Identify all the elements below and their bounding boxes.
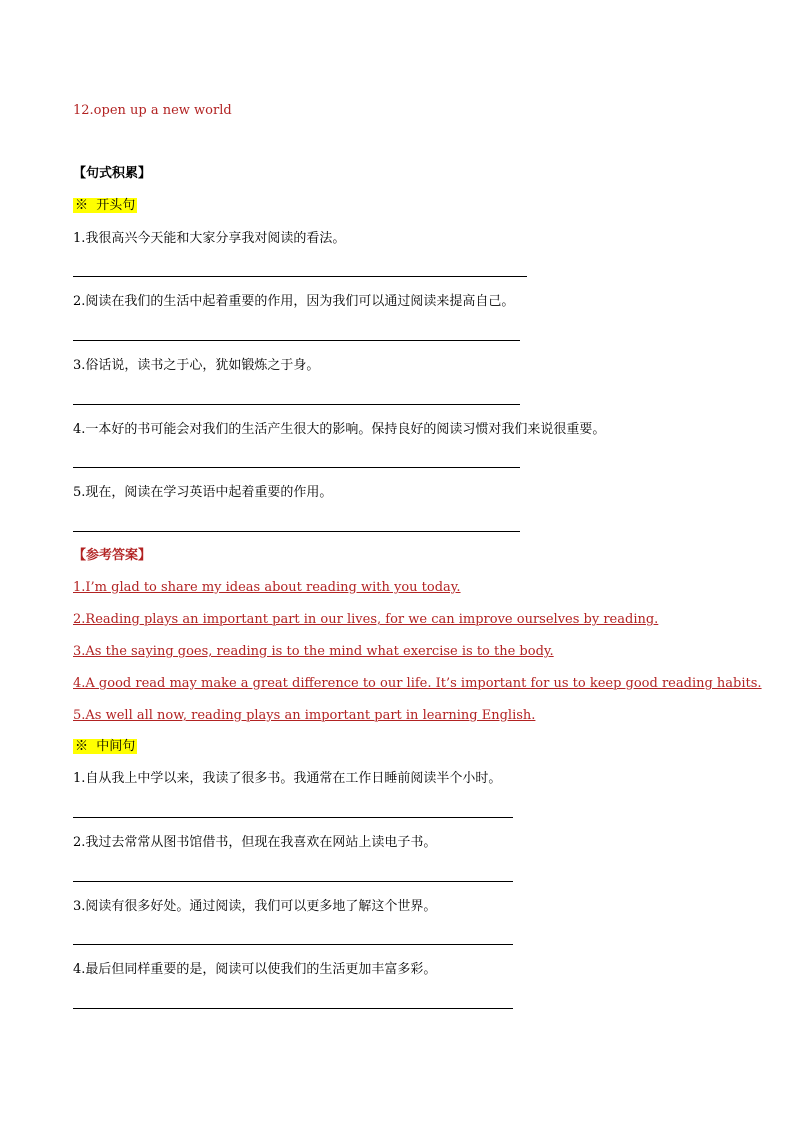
middle-heading-highlight — [73, 739, 137, 754]
opening-question-4: 4.一本好的书可能会对我们的生活产生很大的影响。保持良好的阅读习惯对我们来说很重要。 — [73, 422, 606, 437]
reference-mark-icon: ※ — [75, 198, 89, 213]
reference-mark-icon: ※ — [75, 739, 89, 754]
opening-question-1: 1.我很高兴今天能和大家分享我对阅读的看法。 — [73, 231, 346, 246]
answer-blank-middle-2[interactable] — [73, 881, 513, 882]
answer-3: 3.As the saying goes, reading is to the mind what exercise is to the body. — [73, 644, 554, 659]
opening-heading-label: 开头句 — [96, 198, 136, 213]
answer-blank-opening-4[interactable] — [73, 467, 520, 468]
answer-blank-middle-1[interactable] — [73, 817, 513, 818]
opening-heading-highlight — [73, 198, 137, 213]
opening-question-3: 3.俗话说，读书之于心，犹如锻炼之于身。 — [73, 358, 320, 373]
answers-title: 【参考答案】 — [73, 548, 152, 563]
answer-blank-opening-2[interactable] — [73, 340, 520, 341]
answer-1: 1.I’m glad to share my ideas about reading with you today. — [73, 580, 461, 595]
answer-5: 5.As well all now, reading plays an important part in learning English. — [73, 708, 536, 723]
middle-question-4: 4.最后但同样重要的是，阅读可以使我们的生活更加丰富多彩。 — [73, 962, 437, 977]
answer-blank-opening-3[interactable] — [73, 404, 520, 405]
middle-question-1: 1.自从我上中学以来，我读了很多书。我通常在工作日睡前阅读半个小时。 — [73, 771, 502, 786]
answer-4: 4.A good read may make a great difference to our life. It’s important for us to keep good reading habits. — [73, 676, 762, 691]
answer-blank-middle-4[interactable] — [73, 1008, 513, 1009]
middle-heading-label: 中间句 — [96, 739, 136, 754]
answer-blank-opening-5[interactable] — [73, 531, 520, 532]
opening-question-2: 2.阅读在我们的生活中起着重要的作用，因为我们可以通过阅读来提高自己。 — [73, 294, 515, 309]
answer-2: 2.Reading plays an important part in our lives, for we can improve ourselves by reading. — [73, 612, 659, 627]
opening-heading — [73, 198, 137, 214]
middle-question-3: 3.阅读有很多好处。通过阅读，我们可以更多地了解这个世界。 — [73, 899, 437, 914]
middle-heading — [73, 739, 137, 755]
answer-blank-middle-3[interactable] — [73, 944, 513, 945]
answer-blank-opening-1[interactable] — [73, 276, 527, 277]
middle-question-2: 2.我过去常常从图书馆借书，但现在我喜欢在网站上读电子书。 — [73, 835, 437, 850]
vocab-item-12: 12.open up a new world — [73, 103, 232, 118]
opening-question-5: 5.现在，阅读在学习英语中起着重要的作用。 — [73, 485, 333, 500]
section-title: 【句式积累】 — [73, 166, 152, 181]
